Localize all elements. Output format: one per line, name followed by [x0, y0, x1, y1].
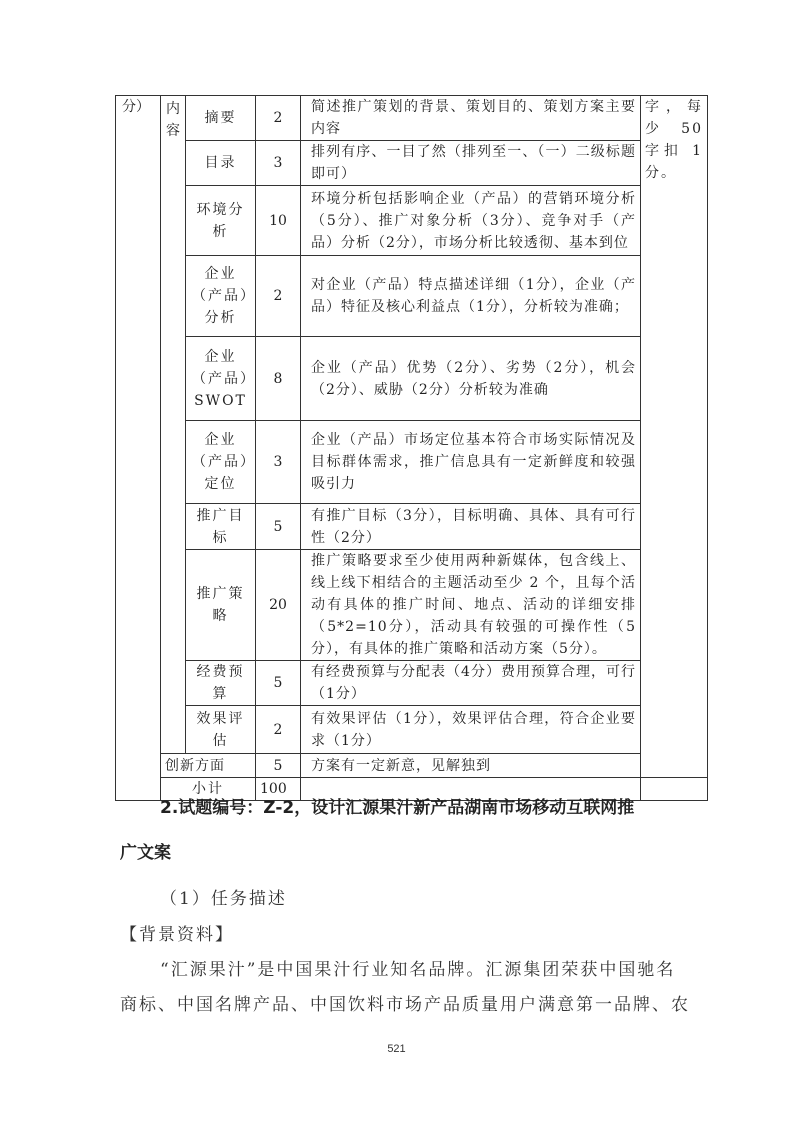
background-paragraph-line-2: 商标、中国名牌产品、中国饮料市场产品质量用户满意第一品牌、农	[120, 995, 690, 1015]
description-cell: 排列有序、一目了然（排列至一、（一）二级标题即可）	[301, 141, 641, 186]
task-description-heading: （1）任务描述	[160, 889, 287, 909]
score-cell: 10	[256, 186, 301, 256]
question-title-continued: 广文案	[120, 843, 171, 863]
score-cell: 3	[256, 141, 301, 186]
score-cell: 5	[256, 661, 301, 706]
score-cell: 8	[256, 337, 301, 421]
background-heading: 【背景资料】	[120, 925, 234, 945]
description-cell: 对企业（产品）特点描述详细（1分），企业（产品）特征及核心利益点（1分），分析较为准确；	[301, 256, 641, 337]
score-cell: 2	[256, 256, 301, 337]
description-cell: 有经费预算与分配表（4分）费用预算合理，可行（1分）	[301, 661, 641, 706]
item-cell: 摘要	[186, 96, 256, 141]
item-cell: 目录	[186, 141, 256, 186]
score-cell: 2	[256, 706, 301, 754]
table-row	[116, 421, 708, 504]
item-cell: 推广策略	[186, 550, 256, 661]
table-row	[116, 186, 708, 256]
description-cell: 企业（产品）优势（2分）、劣势（2分），机会（2分）、威胁（2分）分析较为准确	[301, 337, 641, 421]
page-number: 521	[387, 1043, 406, 1055]
subtotal-score-cell: 100	[256, 778, 301, 801]
item-cell: 企业（产品）分析	[186, 256, 256, 337]
table-row	[116, 661, 708, 706]
table-row	[116, 256, 708, 337]
item-cell: 环境分析	[186, 186, 256, 256]
item-cell: 企业（产品）SWOT	[186, 337, 256, 421]
table-row	[116, 706, 708, 754]
item-cell: 经费预算	[186, 661, 256, 706]
table-row	[116, 96, 708, 141]
innovation-label-cell: 创新方面	[161, 754, 256, 778]
question-title: 2.试题编号：Z-2，设计汇源果汁新产品湖南市场移动互联网推	[160, 798, 635, 818]
section-content-cell: 内容	[161, 96, 186, 754]
table-row	[116, 504, 708, 550]
item-cell: 效果评估	[186, 706, 256, 754]
description-cell: 有效果评估（1分），效果评估合理，符合企业要求（1分）	[301, 706, 641, 754]
scoring-table	[115, 95, 708, 801]
item-cell: 推广目标	[186, 504, 256, 550]
part-number-cell: 分）	[116, 96, 161, 801]
description-cell: 环境分析包括影响企业（产品）的营销环境分析（5分）、推广对象分析（3分）、竞争对手（产品）分析（2分），市场分析比较透彻、基本到位	[301, 186, 641, 256]
description-cell: 企业（产品）市场定位基本符合市场实际情况及目标群体需求，推广信息具有一定新鲜度和较强吸引力	[301, 421, 641, 504]
description-cell: 推广策略要求至少使用两种新媒体，包含线上、线上线下相结合的主题活动至少 2 个，且每个活动有具体的推广时间、地点、活动的详细安排（5*2=10分），活动具有较强的可操作性（5分），有具体的推广策略和活动方案（5分）。	[301, 550, 641, 661]
note-cell: 字，每少 50字扣 1分。	[641, 96, 708, 778]
score-cell: 20	[256, 550, 301, 661]
description-cell: 有推广目标（3分），目标明确、具体、具有可行性（2分）	[301, 504, 641, 550]
scoring-table-body	[116, 96, 708, 801]
subtotal-label-cell: 小计	[161, 778, 256, 801]
item-cell: 企业（产品）定位	[186, 421, 256, 504]
score-cell: 2	[256, 96, 301, 141]
table-row	[116, 141, 708, 186]
innovation-row	[116, 754, 708, 778]
score-cell: 3	[256, 421, 301, 504]
table-row	[116, 550, 708, 661]
innovation-description-cell: 方案有一定新意，见解独到	[301, 754, 641, 778]
innovation-score-cell: 5	[256, 754, 301, 778]
score-cell: 5	[256, 504, 301, 550]
description-cell: 简述推广策划的背景、策划目的、策划方案主要内容	[301, 96, 641, 141]
background-paragraph-line-1: “汇源果汁”是中国果汁行业知名品牌。汇源集团荣获中国驰名	[160, 960, 676, 980]
table-row	[116, 337, 708, 421]
